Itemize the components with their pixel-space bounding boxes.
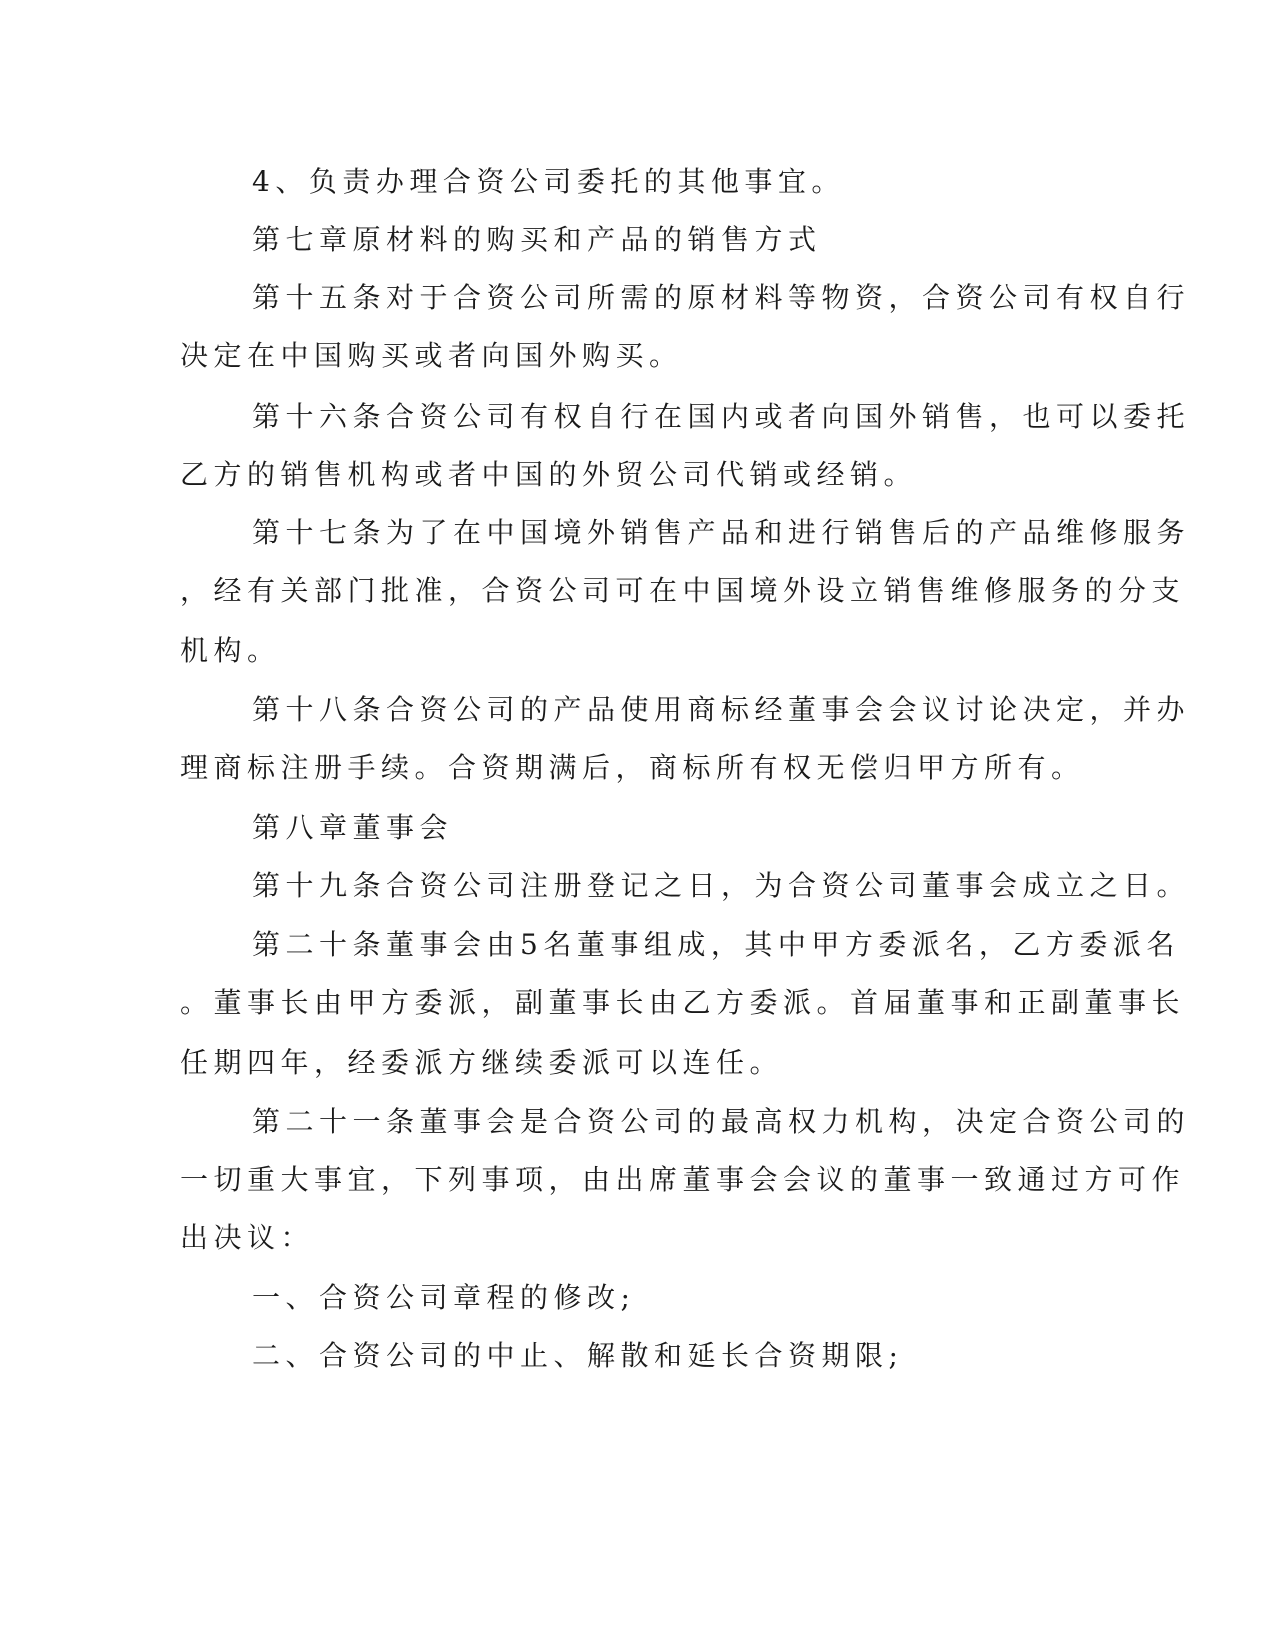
text-line: 第二十条董事会由5名董事组成，其中甲方委派名，乙方委派名 xyxy=(252,928,1180,961)
text-line: 决定在中国购买或者向国外购买。 xyxy=(180,339,683,372)
text-line: 一切重大事宜，下列事项，由出席董事会会议的董事一致通过方可作 xyxy=(180,1163,1186,1196)
text-line: 理商标注册手续。合资期满后，商标所有权无偿归甲方所有。 xyxy=(180,751,1085,784)
text-line: 第十九条合资公司注册登记之日，为合资公司董事会成立之日。 xyxy=(252,869,1191,902)
text-line: 机构。 xyxy=(180,634,281,667)
text-line: 第二十一条董事会是合资公司的最高权力机构，决定合资公司的 xyxy=(252,1105,1191,1138)
text-line: 任期四年，经委派方继续委派可以连任。 xyxy=(180,1046,784,1079)
text-line: 。董事长由甲方委派，副董事长由乙方委派。首届董事和正副董事长 xyxy=(180,986,1186,1019)
list-item: 一、合资公司章程的修改; xyxy=(252,1281,636,1314)
text-line: 4、负责办理合资公司委托的其他事宜。 xyxy=(252,165,845,198)
chapter-heading: 第八章董事会 xyxy=(252,811,454,844)
text-line: 第十八条合资公司的产品使用商标经董事会会议讨论决定，并办 xyxy=(252,693,1191,726)
list-item: 二、合资公司的中止、解散和延长合资期限; xyxy=(252,1339,904,1372)
chapter-heading: 第七章原材料的购买和产品的销售方式 xyxy=(252,223,822,256)
text-line: 第十六条合资公司有权自行在国内或者向国外销售，也可以委托 xyxy=(252,400,1191,433)
text-line: 出决议： xyxy=(180,1221,315,1254)
text-line: ，经有关部门批准，合资公司可在中国境外设立销售维修服务的分支 xyxy=(180,574,1186,607)
text-line: 第十七条为了在中国境外销售产品和进行销售后的产品维修服务 xyxy=(252,516,1191,549)
text-line: 第十五条对于合资公司所需的原材料等物资，合资公司有权自行 xyxy=(252,281,1191,314)
text-line: 乙方的销售机构或者中国的外贸公司代销或经销。 xyxy=(180,458,918,491)
